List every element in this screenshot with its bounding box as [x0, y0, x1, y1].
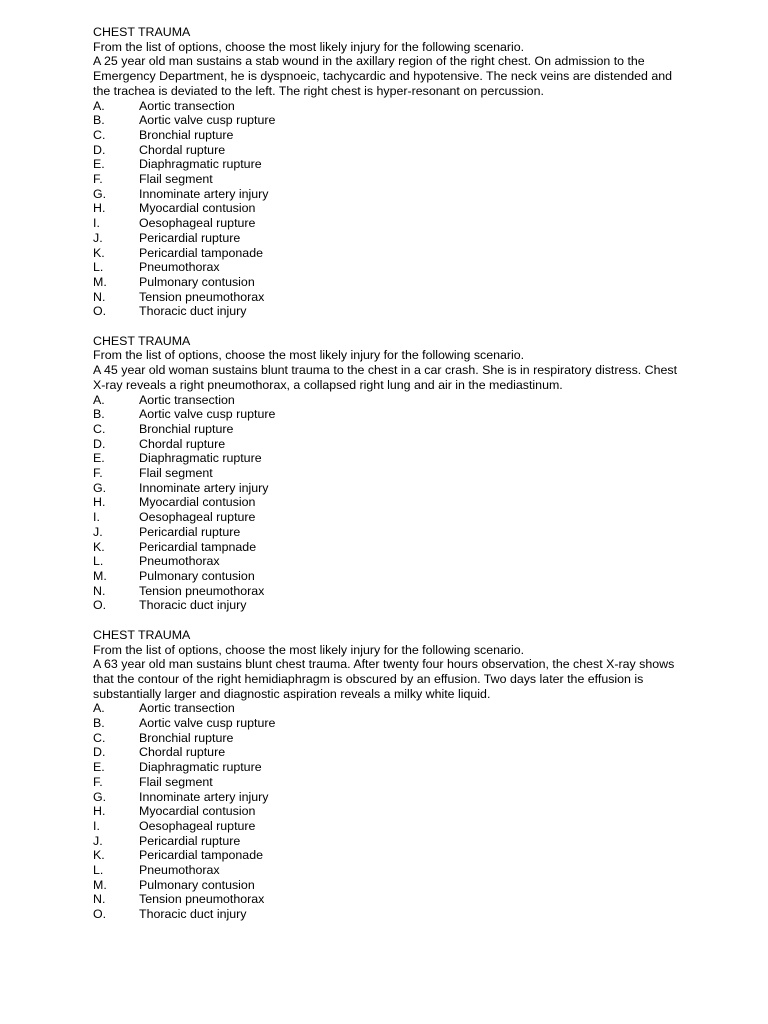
- option-item: [93, 907, 683, 922]
- option-text: Pulmonary contusion: [139, 877, 255, 892]
- option-item: [93, 540, 683, 555]
- option-text: Aortic transection: [139, 392, 235, 407]
- option-letter: C.: [93, 127, 106, 142]
- option-letter: D.: [93, 142, 106, 157]
- option-letter: O.: [93, 598, 107, 613]
- option-text: Myocardial contusion: [139, 804, 256, 819]
- option-text: Pericardial rupture: [139, 230, 241, 245]
- option-item: [93, 848, 683, 863]
- option-letter: E.: [93, 451, 105, 466]
- option-item: [93, 863, 683, 878]
- option-text: Thoracic duct injury: [139, 598, 247, 613]
- option-text: Bronchial rupture: [139, 127, 234, 142]
- option-text: Innominate artery injury: [139, 480, 269, 495]
- question-instruction: From the list of options, choose the most likely injury for the following scenario.: [93, 642, 525, 657]
- option-letter: H.: [93, 201, 106, 216]
- option-item: [93, 290, 683, 305]
- option-text: Chordal rupture: [139, 142, 226, 157]
- option-text: Pericardial rupture: [139, 833, 241, 848]
- option-item: [93, 143, 683, 158]
- option-item: [93, 525, 683, 540]
- question-heading: CHEST TRAUMA: [93, 25, 191, 39]
- option-text: Diaphragmatic rupture: [139, 157, 262, 172]
- question-heading: CHEST TRAUMA: [93, 333, 191, 348]
- option-item: [93, 760, 683, 775]
- option-letter: B.: [93, 716, 105, 731]
- option-item: [93, 834, 683, 849]
- option-letter: G.: [93, 480, 107, 495]
- option-text: Innominate artery injury: [139, 186, 269, 201]
- option-item: [93, 128, 683, 143]
- option-letter: N.: [93, 289, 106, 304]
- option-text: Chordal rupture: [139, 436, 226, 451]
- option-letter: G.: [93, 789, 107, 804]
- option-letter: O.: [93, 304, 107, 319]
- option-item: [93, 275, 683, 290]
- option-item: [93, 701, 683, 716]
- option-text: Myocardial contusion: [139, 495, 256, 510]
- option-item: [93, 804, 683, 819]
- option-item: [93, 554, 683, 569]
- option-item: [93, 584, 683, 599]
- option-text: Flail segment: [139, 172, 213, 187]
- option-letter: K.: [93, 245, 105, 260]
- option-letter: E.: [93, 760, 105, 775]
- option-item: [93, 393, 683, 408]
- option-item: [93, 157, 683, 172]
- option-letter: F.: [93, 774, 103, 789]
- option-text: Pneumothorax: [139, 260, 220, 275]
- option-letter: N.: [93, 892, 106, 907]
- option-letter: H.: [93, 804, 106, 819]
- option-letter: O.: [93, 907, 107, 922]
- option-item: [93, 260, 683, 275]
- option-letter: H.: [93, 495, 106, 510]
- option-text: Oesophageal rupture: [139, 510, 256, 525]
- option-text: Aortic transection: [139, 701, 235, 716]
- option-item: [93, 598, 683, 613]
- option-item: [93, 451, 683, 466]
- option-letter: N.: [93, 583, 106, 598]
- option-letter: C.: [93, 421, 106, 436]
- question-scenario: A 25 year old man sustains a stab wound in the axillary region of the right chest. On admission to the Emergency Department, he is dyspnoeic, tachycardic and hypotensive. The neck veins are distended and the trachea is deviated to the left. The right chest is hyper-resonant on percussion.: [93, 54, 673, 98]
- option-item: [93, 775, 683, 790]
- option-letter: M.: [93, 274, 107, 289]
- option-text: Bronchial rupture: [139, 730, 234, 745]
- option-letter: G.: [93, 186, 107, 201]
- option-text: Diaphragmatic rupture: [139, 760, 262, 775]
- option-text: Pericardial rupture: [139, 524, 241, 539]
- option-letter: J.: [93, 524, 103, 539]
- option-text: Diaphragmatic rupture: [139, 451, 262, 466]
- option-letter: M.: [93, 877, 107, 892]
- option-item: [93, 304, 683, 319]
- option-letter: J.: [93, 230, 103, 245]
- option-text: Aortic transection: [139, 98, 235, 113]
- option-text: Flail segment: [139, 774, 213, 789]
- option-letter: A.: [93, 701, 105, 716]
- document-page: [93, 25, 683, 922]
- option-text: Pericardial tamponade: [139, 848, 263, 863]
- option-item: [93, 172, 683, 187]
- option-letter: B.: [93, 113, 105, 128]
- question-block-3: [93, 628, 683, 922]
- option-item: [93, 422, 683, 437]
- option-list: [93, 701, 683, 922]
- option-letter: F.: [93, 466, 103, 481]
- option-list: [93, 99, 683, 320]
- question-block-2: [93, 334, 683, 613]
- option-text: Tension pneumothorax: [139, 583, 265, 598]
- option-text: Flail segment: [139, 466, 213, 481]
- option-item: [93, 113, 683, 128]
- question-heading: CHEST TRAUMA: [93, 627, 191, 642]
- option-letter: A.: [93, 98, 105, 113]
- option-letter: L.: [93, 554, 104, 569]
- option-item: [93, 216, 683, 231]
- option-text: Pneumothorax: [139, 863, 220, 878]
- option-item: [93, 819, 683, 834]
- question-instruction: From the list of options, choose the most likely injury for the following scenario.: [93, 39, 525, 54]
- option-text: Innominate artery injury: [139, 789, 269, 804]
- option-item: [93, 731, 683, 746]
- option-text: Pericardial tampnade: [139, 539, 257, 554]
- option-item: [93, 99, 683, 114]
- option-letter: C.: [93, 730, 106, 745]
- option-letter: K.: [93, 848, 105, 863]
- option-item: [93, 569, 683, 584]
- option-letter: I.: [93, 216, 100, 231]
- option-item: [93, 407, 683, 422]
- option-item: [93, 187, 683, 202]
- option-text: Oesophageal rupture: [139, 216, 256, 231]
- option-item: [93, 466, 683, 481]
- option-text: Tension pneumothorax: [139, 892, 265, 907]
- question-block-1: [93, 25, 683, 319]
- option-item: [93, 716, 683, 731]
- option-letter: K.: [93, 539, 105, 554]
- option-text: Tension pneumothorax: [139, 289, 265, 304]
- option-item: [93, 201, 683, 216]
- option-text: Aortic valve cusp rupture: [139, 716, 276, 731]
- option-letter: L.: [93, 863, 104, 878]
- option-text: Aortic valve cusp rupture: [139, 407, 276, 422]
- option-item: [93, 878, 683, 893]
- option-letter: D.: [93, 436, 106, 451]
- option-list: [93, 393, 683, 614]
- question-instruction: From the list of options, choose the most likely injury for the following scenario.: [93, 348, 525, 363]
- question-scenario: A 45 year old woman sustains blunt trauma to the chest in a car crash. She is in respiratory distress. Chest X-ray reveals a right pneumothorax, a collapsed right lung and air in the mediastinum.: [93, 363, 678, 392]
- option-text: Bronchial rupture: [139, 421, 234, 436]
- option-letter: I.: [93, 510, 100, 525]
- option-letter: B.: [93, 407, 105, 422]
- option-letter: J.: [93, 833, 103, 848]
- option-text: Pulmonary contusion: [139, 274, 255, 289]
- option-item: [93, 231, 683, 246]
- option-letter: D.: [93, 745, 106, 760]
- option-item: [93, 790, 683, 805]
- option-letter: E.: [93, 157, 105, 172]
- option-item: [93, 437, 683, 452]
- option-text: Pneumothorax: [139, 554, 220, 569]
- option-text: Aortic valve cusp rupture: [139, 113, 276, 128]
- option-text: Myocardial contusion: [139, 201, 256, 216]
- option-item: [93, 246, 683, 261]
- option-item: [93, 510, 683, 525]
- option-text: Thoracic duct injury: [139, 304, 247, 319]
- option-letter: M.: [93, 569, 107, 583]
- option-item: [93, 892, 683, 907]
- option-letter: A.: [93, 392, 105, 407]
- option-letter: F.: [93, 172, 103, 187]
- option-text: Pericardial tamponade: [139, 245, 263, 260]
- option-item: [93, 481, 683, 496]
- option-item: [93, 745, 683, 760]
- question-scenario: A 63 year old man sustains blunt chest trauma. After twenty four hours observation, the chest X-ray shows that the contour of the right hemidiaphragm is obscured by an effusion. Two days later the effusion is substantially larger and diagnostic aspiration reveals a milky white liquid.: [93, 657, 675, 701]
- option-text: Chordal rupture: [139, 745, 226, 760]
- option-letter: L.: [93, 260, 104, 275]
- option-text: Oesophageal rupture: [139, 818, 256, 833]
- option-item: [93, 495, 683, 510]
- option-text: Pulmonary contusion: [139, 569, 255, 583]
- option-letter: I.: [93, 818, 100, 833]
- option-text: Thoracic duct injury: [139, 907, 247, 922]
